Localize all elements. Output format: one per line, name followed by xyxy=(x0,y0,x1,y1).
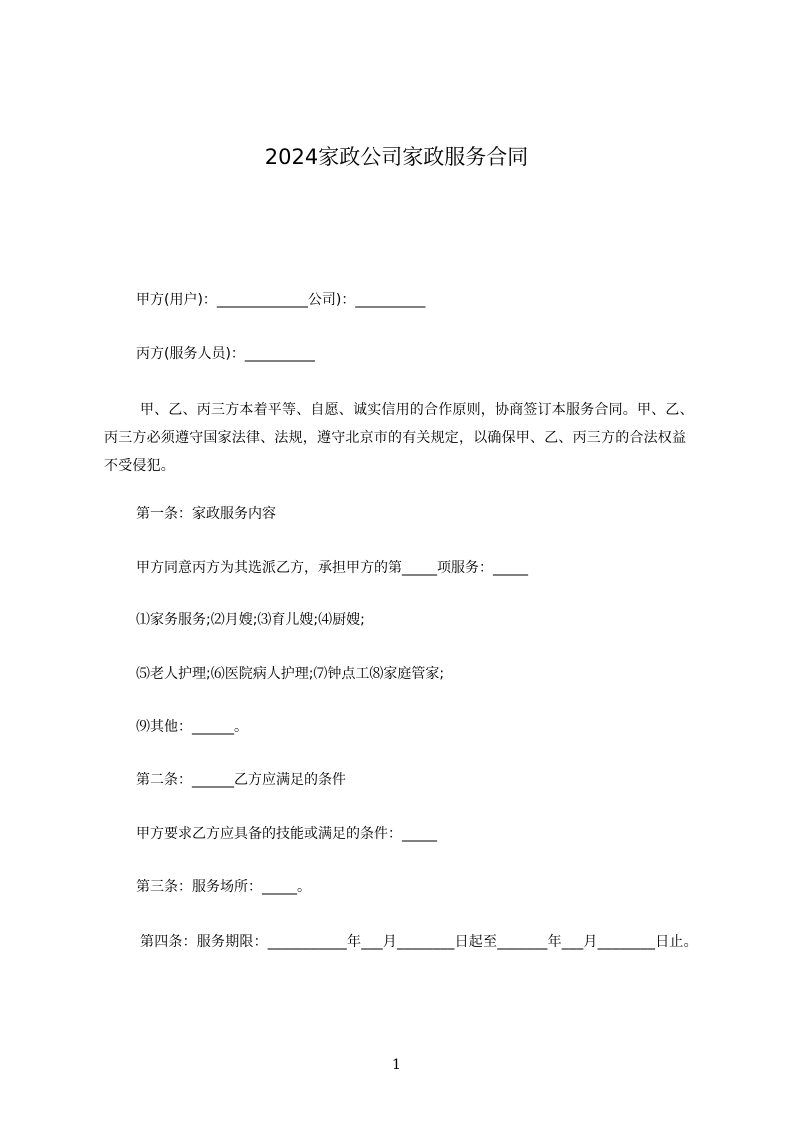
party-c-line: 丙方(服务人员)：__________ xyxy=(136,346,315,362)
services-list-line-3: ⑼其他：______。 xyxy=(136,719,248,735)
article-2-text: 甲方要求乙方应具备的技能或满足的条件：_____ xyxy=(136,826,437,842)
article-1-text: 甲方同意丙方为其选派乙方，承担甲方的第_____项服务：_____ xyxy=(136,560,528,576)
services-list-line-2: ⑸老人护理;⑹医院病人护理;⑺钟点工⑻家庭管家; xyxy=(136,666,445,682)
article-1-heading: 第一条：家政服务内容 xyxy=(136,506,276,522)
page-number: 1 xyxy=(392,1057,401,1073)
article-4: 第四条：服务期限：___________年___月________日起至_______年___月________日止。 xyxy=(140,934,698,950)
party-a-line: 甲方(用户)：_____________公司)：__________ xyxy=(136,292,426,308)
document-title: 2024家政公司家政服务合同 xyxy=(264,145,529,169)
services-list-line-1: ⑴家务服务;⑵月嫂;⑶育儿嫂;⑷厨嫂; xyxy=(136,612,365,628)
article-3: 第三条：服务场所：_____。 xyxy=(136,879,311,895)
article-2-heading: 第二条：______乙方应满足的条件 xyxy=(136,772,346,788)
intro-paragraph: 甲、乙、丙三方本着平等、自愿、诚实信用的合作原则，协商签订本服务合同。甲、乙、丙三方必须遵守国家法律、法规，遵守北京市的有关规定，以确保甲、乙、丙三方的合法权益不受侵犯。 xyxy=(104,402,694,474)
